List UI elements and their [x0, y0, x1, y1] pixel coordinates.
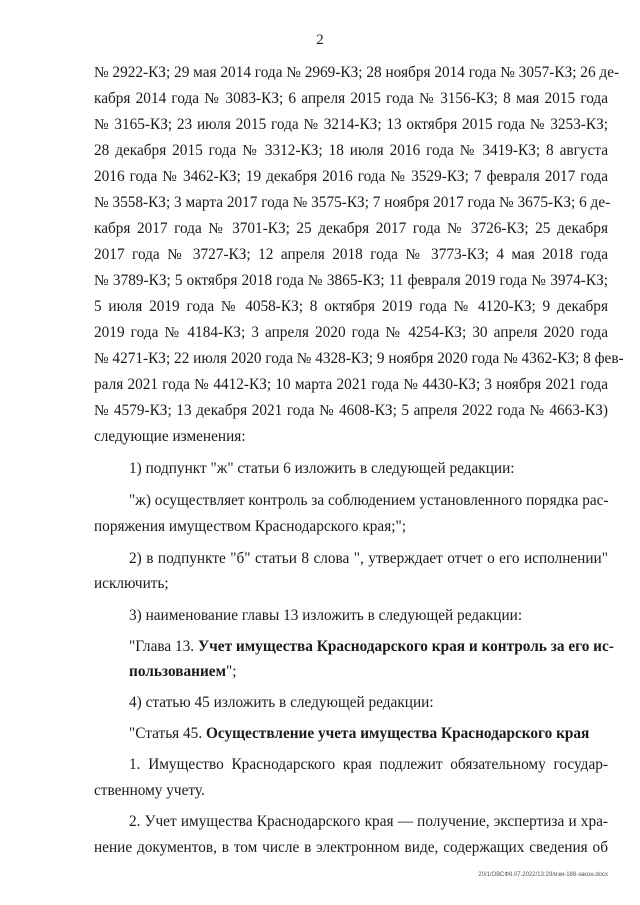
article-heading	[129, 723, 589, 745]
chapter-heading-title-cont: пользованием	[129, 663, 227, 680]
text-line: № 2922-КЗ; 29 мая 2014 года № 2969-КЗ; 28 ноября 2014 года № 3057-КЗ; 26 де-	[94, 64, 620, 81]
text-line: 2019 года № 4184-КЗ; 3 апреля 2020 года № 4254-КЗ; 30 апреля 2020 года	[94, 324, 608, 341]
text-line: № 3558-КЗ; 3 марта 2017 года № 3575-КЗ; 7 ноября 2017 года № 3675-КЗ; 6 де-	[94, 194, 611, 211]
text-line: 2017 года № 3727-КЗ; 12 апреля 2018 года № 3773-КЗ; 4 мая 2018 года	[94, 246, 608, 263]
quoted-text-line: поряжения имуществом Краснодарского края;";	[94, 518, 406, 535]
text-line: ственному учету.	[94, 782, 205, 799]
amendment-item-3: 3) наименование главы 13 изложить в следующей редакции:	[129, 607, 523, 624]
text-line: нение документов, в том числе в электронном виде, содержащих сведения об	[94, 839, 608, 856]
page-number: 2	[316, 32, 324, 48]
text-line: № 3165-КЗ; 23 июля 2015 года № 3214-КЗ; 13 октября 2015 года № 3253-КЗ;	[94, 116, 608, 133]
chapter-heading-prefix: "Глава 13.	[129, 638, 198, 655]
text-line: 2016 года № 3462-КЗ; 19 декабря 2016 года № 3529-КЗ; 7 февраля 2017 года	[94, 168, 608, 185]
amendment-item-2: 2) в подпункте "б" статьи 8 слова ", утверждает отчет о его исполнении"	[129, 550, 608, 567]
text-line: кабря 2014 года № 3083-КЗ; 6 апреля 2015 года № 3156-КЗ; 8 мая 2015 года	[94, 90, 608, 107]
text-line: раля 2021 года № 4412-КЗ; 10 марта 2021 года № 4430-КЗ; 3 ноября 2021 года	[94, 376, 608, 393]
text-line: № 4579-КЗ; 13 декабря 2021 года № 4608-КЗ; 5 апреля 2022 года № 4663-КЗ)	[94, 402, 608, 419]
footer-file-code: 20/1/ОВСФ8.07.2022/13:29/изм-188-закон.docx	[478, 872, 608, 878]
text-line: 28 декабря 2015 года № 3312-КЗ; 18 июля 2016 года № 3419-КЗ; 8 августа	[94, 142, 608, 159]
chapter-heading-title: Учет имущества Краснодарского края и контроль за его ис-	[197, 638, 614, 655]
chapter-heading-suffix: ";	[226, 663, 237, 680]
chapter-heading-line	[129, 661, 237, 683]
text-line: исключить;	[94, 575, 169, 592]
text-line: следующие изменения:	[94, 428, 246, 445]
text-line: № 4271-КЗ; 22 июля 2020 года № 4328-КЗ; 9 ноября 2020 года № 4362-КЗ; 8 фев-	[94, 350, 624, 367]
text-line: кабря 2017 года № 3701-КЗ; 25 декабря 2017 года № 3726-КЗ; 25 декабря	[94, 220, 608, 237]
amendment-item-1: 1) подпункт "ж" статьи 6 изложить в следующей редакции:	[129, 460, 515, 477]
article-paragraph-2: 2. Учет имущества Краснодарского края — получение, экспертиза и хра-	[129, 813, 608, 830]
amendment-item-4: 4) статью 45 изложить в следующей редакции:	[129, 694, 434, 711]
quoted-text-line: "ж) осуществляет контроль за соблюдением установленного порядка рас-	[129, 492, 609, 509]
text-line: № 3789-КЗ; 5 октября 2018 года № 3865-КЗ; 11 февраля 2019 года № 3974-КЗ;	[94, 272, 608, 289]
article-heading-prefix: "Статья 45.	[129, 725, 206, 742]
article-heading-title: Осуществление учета имущества Краснодарского края	[205, 725, 590, 742]
chapter-heading-line	[129, 636, 614, 658]
article-paragraph-1: 1. Имущество Краснодарского края подлежит обязательному государ-	[129, 756, 608, 773]
text-line: 5 июля 2019 года № 4058-КЗ; 8 октября 2019 года № 4120-КЗ; 9 декабря	[94, 298, 608, 315]
